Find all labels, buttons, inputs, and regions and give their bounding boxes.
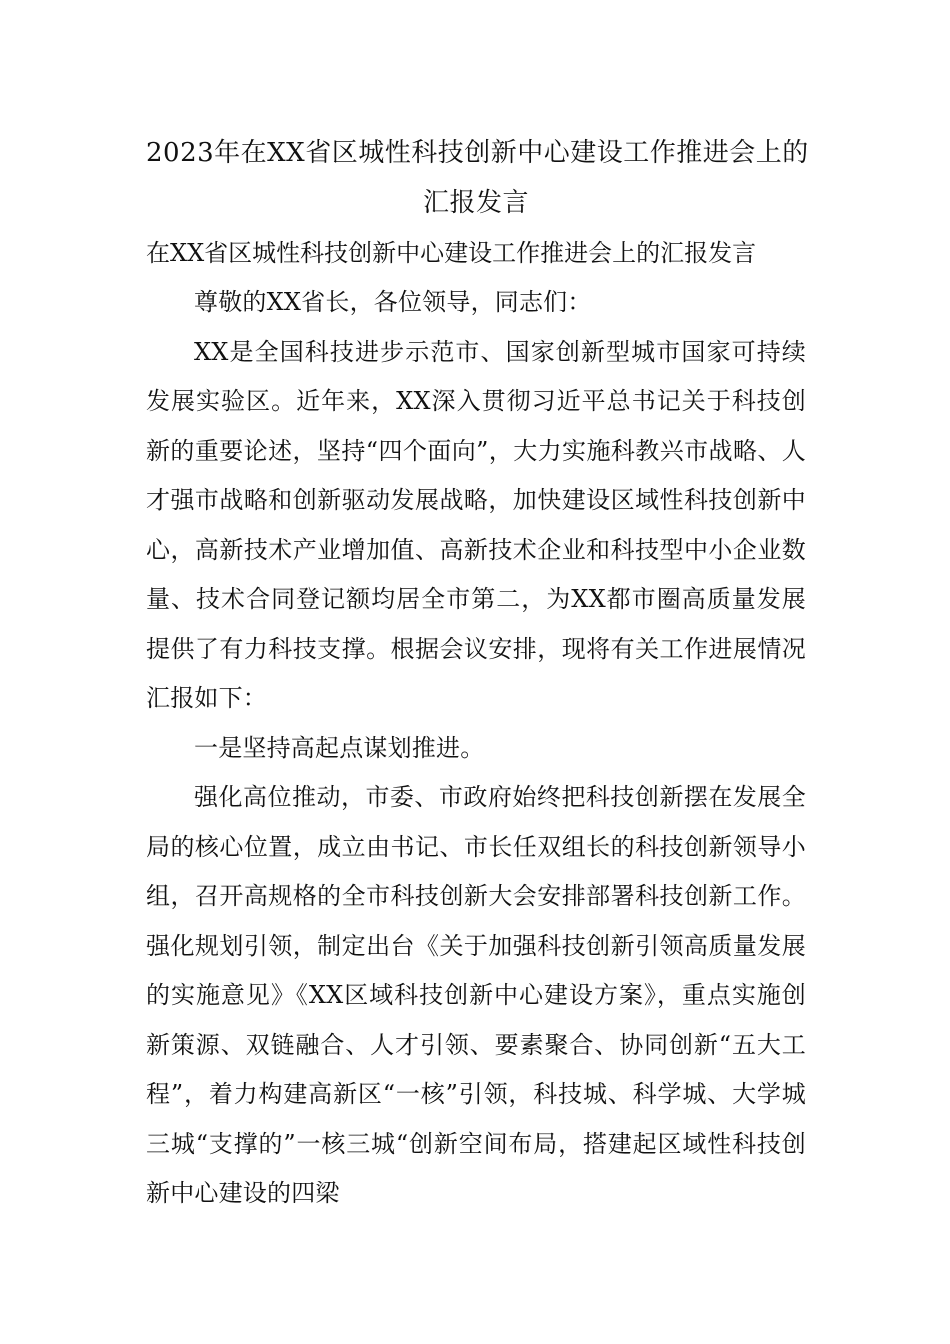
- document-title: [146, 128, 809, 228]
- section-heading: 一是坚持高起点谋划推进。: [194, 733, 485, 762]
- document-title-line-1: 2023年在XX省区城性科技创新中心建设工作推进会上的: [146, 138, 809, 168]
- greeting-paragraph: 尊敬的XX省长，各位领导，同志们：: [194, 288, 592, 316]
- document-page: [146, 128, 809, 1219]
- document-title-line-2: 汇报发言: [422, 188, 529, 218]
- body-paragraph-section-1: 强化高位推动，市委、市政府始终把科技创新摆在发展全局的核心位置，成立由书记、市长任双组长的科技创新领导小组，召开高规格的全市科技创新大会安排部署科技创新工作。强化规划引领，制定出台《关于加强科技创新引领高质量发展的实施意见》《XX区域科技创新中心建设方案》，重点实施创新策源、双链融合、人才引领、要素聚合、协同创新“五大工程”，着力构建高新区“一核”引领，科技城、科学城、大学城三城“支撑的”一核三城“创新空间布局，搭建起区域性科技创新中心建设的四梁: [146, 783, 806, 1207]
- body-paragraph-intro: XX是全国科技进步示范市、国家创新型城市国家可持续发展实验区。近年来，XX深入贯彻习近平总书记关于科技创新的重要论述，坚持“四个面向”，大力实施科教兴市战略、人才强市战略和创新驱动发展战略，加快建设区域性科技创新中心，高新技术产业增加值、高新技术企业和科技型中小企业数量、技术合同登记额均居全市第二，为XX都市圈高质量发展提供了有力科技支撑。根据会议安排，现将有关工作进展情况汇报如下：: [146, 337, 806, 712]
- document-subtitle: 在XX省区城性科技创新中心建设工作推进会上的汇报发言: [146, 239, 757, 267]
